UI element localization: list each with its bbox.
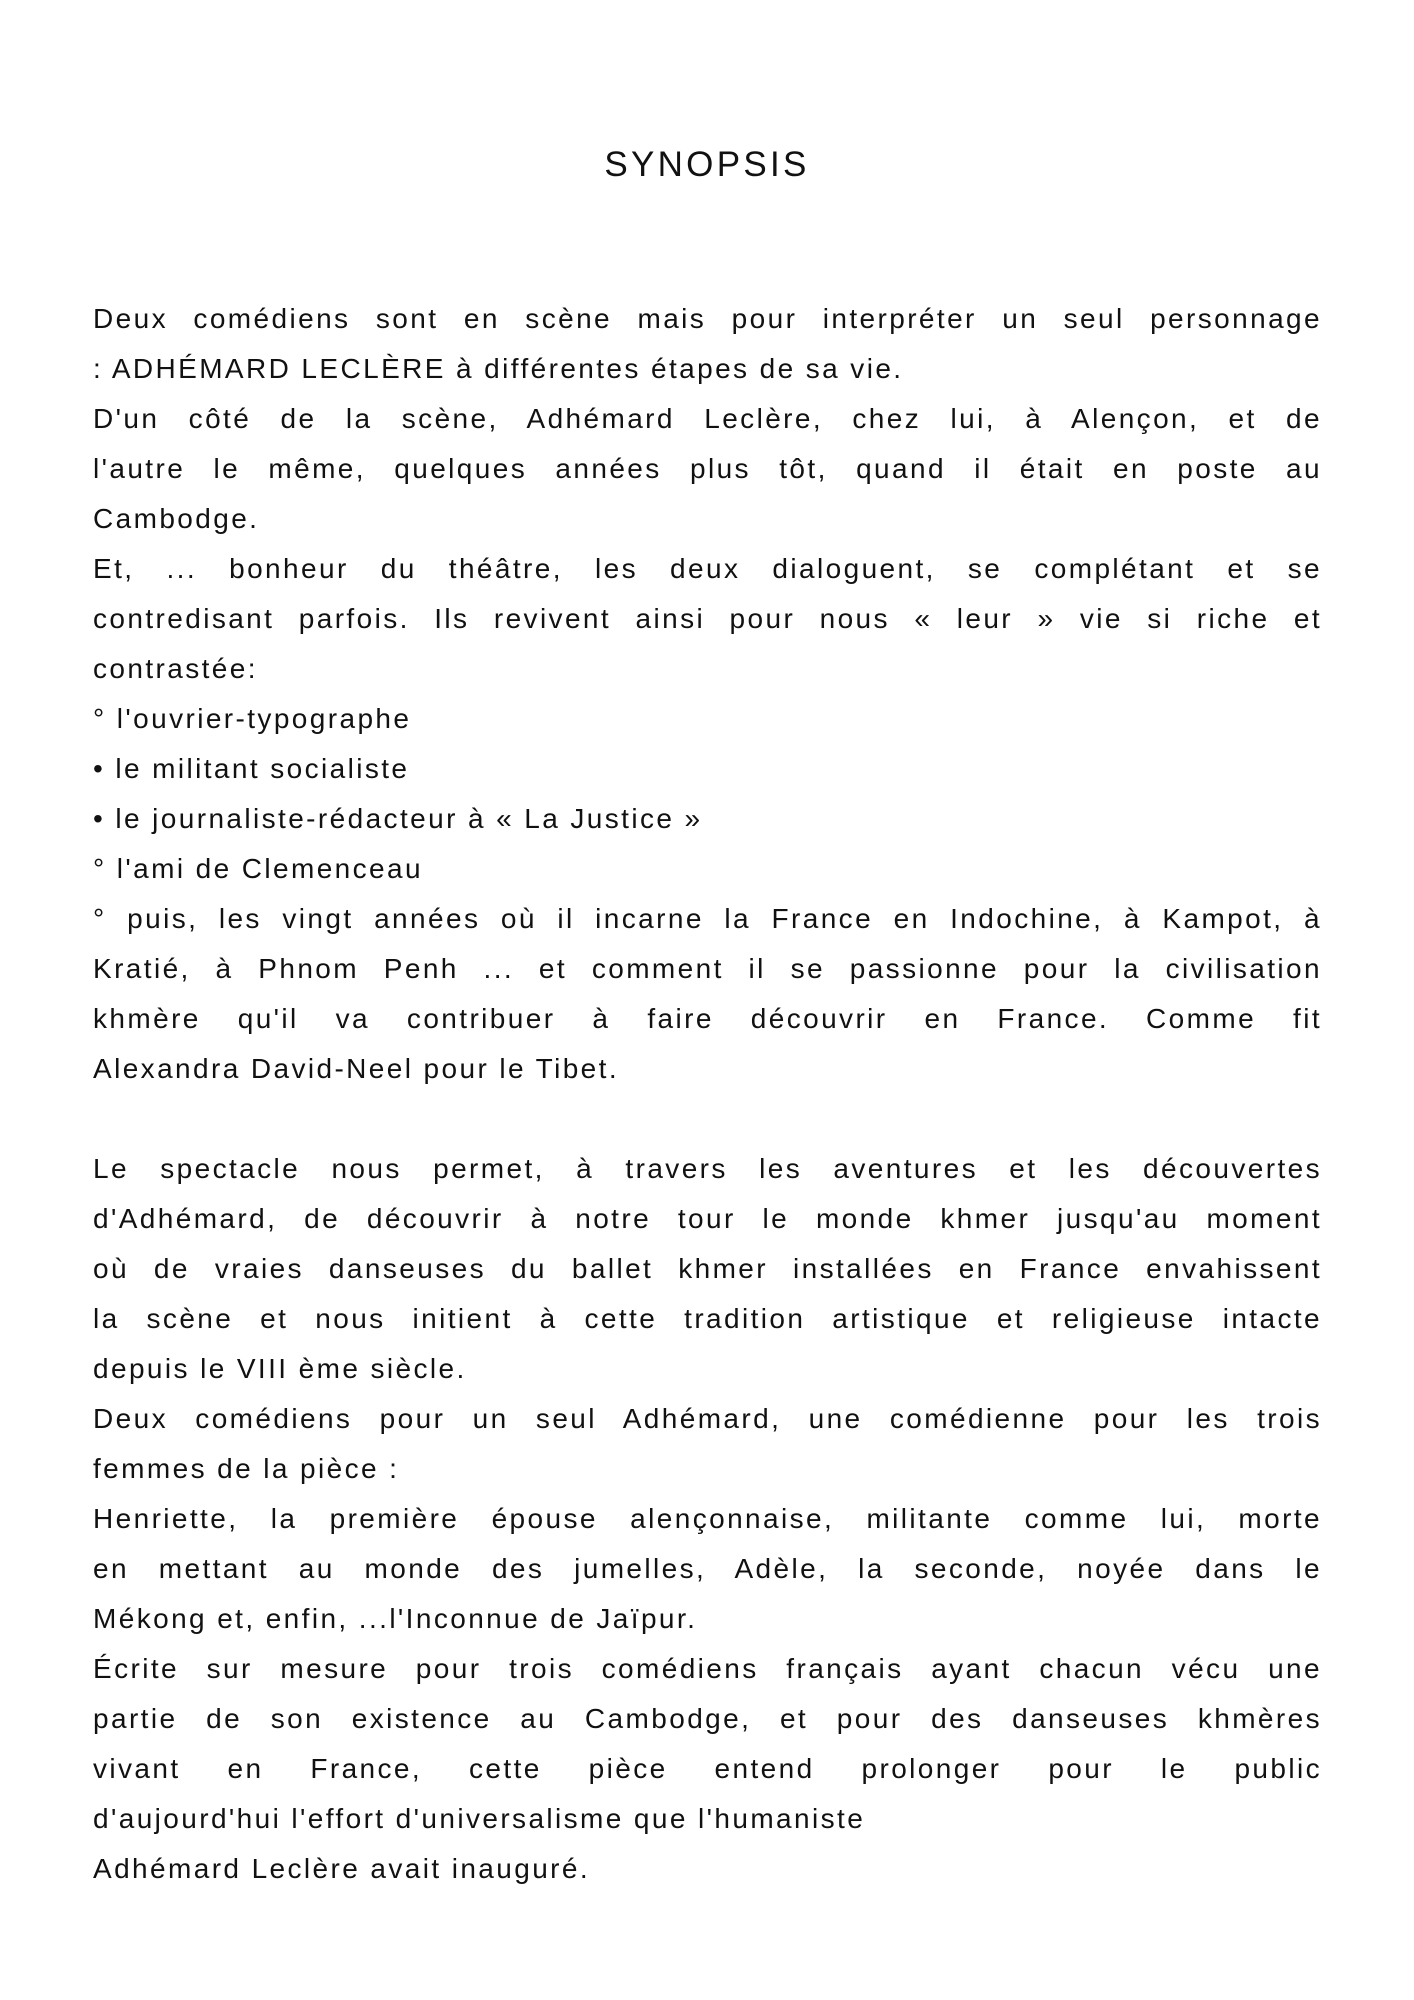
text-line: contredisant parfois. Ils revivent ainsi pour nous « leur » vie si riche et — [93, 603, 1322, 634]
text-line: Mékong et, enfin, ...l'Inconnue de Jaïpur. — [93, 1603, 698, 1634]
text-line: contrastée: — [93, 653, 258, 684]
text-line: • le militant socialiste — [93, 753, 410, 784]
synopsis-body — [93, 294, 1322, 1894]
text-line: en mettant au monde des jumelles, Adèle, la seconde, noyée dans le — [93, 1553, 1322, 1584]
text-line: D'un côté de la scène, Adhémard Leclère, chez lui, à Alençon, et de — [93, 403, 1322, 434]
text-line: Henriette, la première épouse alençonnaise, militante comme lui, morte — [93, 1503, 1322, 1534]
text-line: d'aujourd'hui l'effort d'universalisme que l'humaniste — [93, 1803, 866, 1834]
text-line: : ADHÉMARD LECLÈRE à différentes étapes de sa vie. — [93, 353, 904, 384]
text-line: • le journaliste-rédacteur à « La Justice » — [93, 803, 703, 834]
text-line: d'Adhémard, de découvrir à notre tour le monde khmer jusqu'au moment — [93, 1203, 1322, 1234]
text-line: Adhémard Leclère avait inauguré. — [93, 1853, 591, 1884]
text-line: Cambodge. — [93, 503, 260, 534]
text-line: ° puis, les vingt années où il incarne la France en Indochine, à Kampot, à — [93, 903, 1322, 934]
text-line: la scène et nous initient à cette tradition artistique et religieuse intacte — [93, 1303, 1322, 1334]
text-line: ° l'ouvrier-typographe — [93, 703, 412, 734]
text-line: Écrite sur mesure pour trois comédiens français ayant chacun vécu une — [93, 1653, 1322, 1684]
page-title: SYNOPSIS — [604, 145, 810, 184]
text-line: Et, ... bonheur du théâtre, les deux dialoguent, se complétant et se — [93, 553, 1322, 584]
text-line: Deux comédiens sont en scène mais pour interpréter un seul personnage — [93, 303, 1322, 334]
blank-line — [93, 1094, 1322, 1144]
text-line: où de vraies danseuses du ballet khmer installées en France envahissent — [93, 1253, 1322, 1284]
text-line: ° l'ami de Clemenceau — [93, 853, 423, 884]
text-line: depuis le VIII ème siècle. — [93, 1353, 467, 1384]
text-line: partie de son existence au Cambodge, et pour des danseuses khmères — [93, 1703, 1322, 1734]
text-line: Deux comédiens pour un seul Adhémard, une comédienne pour les trois — [93, 1403, 1322, 1434]
text-line: khmère qu'il va contribuer à faire découvrir en France. Comme fit — [93, 1003, 1322, 1034]
text-line: Alexandra David-Neel pour le Tibet. — [93, 1053, 620, 1084]
text-line: Le spectacle nous permet, à travers les aventures et les découvertes — [93, 1153, 1322, 1184]
text-line: vivant en France, cette pièce entend prolonger pour le public — [93, 1753, 1322, 1784]
text-line: Kratié, à Phnom Penh ... et comment il se passionne pour la civilisation — [93, 953, 1322, 984]
text-line: l'autre le même, quelques années plus tôt, quand il était en poste au — [93, 453, 1322, 484]
text-line: femmes de la pièce : — [93, 1453, 400, 1484]
